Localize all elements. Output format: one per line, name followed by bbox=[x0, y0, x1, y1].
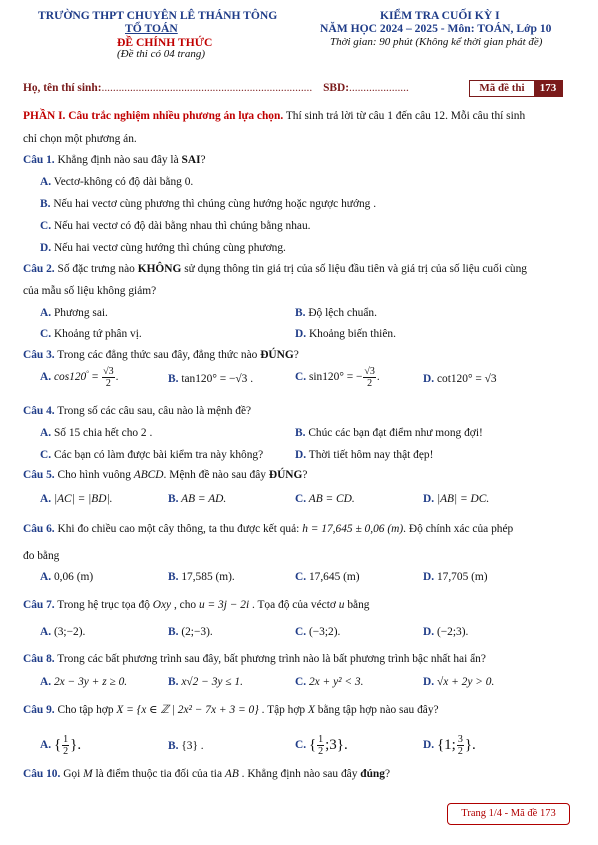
question-text: Trong hệ trục tọa độ bbox=[54, 599, 153, 611]
numerator: √3 bbox=[364, 366, 375, 377]
numerator: 3 bbox=[457, 734, 463, 745]
fraction bbox=[363, 366, 376, 389]
year-subject: NĂM HỌC 2024 – 2025 - Môn: TOÁN, Lớp 10 bbox=[320, 22, 552, 35]
question-text: Khi đo chiều cao một cây thông, ta thu được kết quả: bbox=[54, 523, 303, 535]
option-label: C. bbox=[40, 220, 52, 232]
part1-text: Thí sinh trả lời từ câu 1 đến câu 12. Mỗi câu thí sinh bbox=[283, 110, 526, 122]
option-text: Phương sai. bbox=[53, 307, 108, 319]
official-label: ĐỀ CHÍNH THỨC bbox=[117, 36, 213, 49]
option-a[interactable] bbox=[40, 307, 108, 319]
option-d[interactable] bbox=[423, 734, 476, 757]
brace: { bbox=[53, 737, 62, 753]
question-emphasis: ĐÚNG bbox=[268, 469, 303, 481]
question-math: ABCD bbox=[133, 469, 164, 481]
question-2 bbox=[23, 263, 527, 275]
question-text: Trong số các câu sau, câu nào là mệnh đề? bbox=[54, 405, 252, 417]
question-text: . Tọa độ của véctơ bbox=[249, 599, 339, 611]
option-label: A. bbox=[40, 427, 52, 439]
option-text: . bbox=[115, 371, 119, 384]
option-b[interactable] bbox=[168, 493, 226, 505]
option-b[interactable] bbox=[168, 626, 213, 638]
question-number: Câu 3. bbox=[23, 349, 55, 361]
option-text: Các bạn có làm được bài kiểm tra này không? bbox=[53, 449, 264, 461]
question-text: . Khẳng định nào sau đây bbox=[238, 768, 361, 780]
question-2-cont: của mẫu số liệu không giảm? bbox=[23, 285, 157, 297]
question-text: Trong các đẳng thức sau đây, đẳng thức nào bbox=[54, 349, 261, 361]
question-math: M bbox=[83, 768, 93, 780]
option-b[interactable] bbox=[168, 740, 204, 752]
option-d[interactable] bbox=[40, 242, 286, 254]
option-text: (−2;3). bbox=[436, 626, 469, 638]
option-b[interactable] bbox=[168, 676, 243, 688]
option-label: A. bbox=[40, 493, 52, 505]
option-text: Số 15 chia hết cho 2 . bbox=[53, 427, 153, 439]
option-text: {3} . bbox=[181, 740, 204, 752]
option-text: AB = CD. bbox=[308, 493, 355, 505]
option-c[interactable] bbox=[40, 449, 263, 461]
question-number: Câu 5. bbox=[23, 469, 55, 481]
option-label: D. bbox=[295, 449, 307, 461]
option-text: Nếu hai vectơ cùng hướng thì chúng cùng phương. bbox=[53, 242, 286, 254]
option-text: Nếu hai vectơ cùng phương thì chúng cùng hướng hoặc ngược hướng . bbox=[53, 198, 377, 210]
option-a[interactable] bbox=[40, 493, 112, 505]
question-text: Khẳng định nào sau đây là bbox=[54, 154, 182, 166]
option-d[interactable] bbox=[295, 449, 433, 461]
option-text: 17,645 (m) bbox=[308, 571, 360, 583]
option-text: 2x + y² < 3. bbox=[308, 676, 364, 688]
exam-title: KIỂM TRA CUỐI KỲ I bbox=[380, 9, 500, 22]
question-3 bbox=[23, 349, 299, 361]
option-label: A. bbox=[40, 571, 52, 583]
question-text: là điểm thuộc tia đối của tia bbox=[92, 768, 225, 780]
option-a[interactable] bbox=[40, 626, 85, 638]
question-math: X = {x ∈ ℤ | 2x² − 7x + 3 = 0} bbox=[116, 704, 259, 716]
question-math: Oxy bbox=[152, 599, 172, 611]
question-number: Câu 8. bbox=[23, 653, 55, 665]
fraction bbox=[317, 734, 324, 757]
option-c[interactable] bbox=[295, 571, 360, 583]
fraction bbox=[102, 366, 115, 389]
option-label: C. bbox=[295, 676, 307, 688]
exam-time: Thời gian: 90 phút (Không kể thời gian phát đề) bbox=[330, 36, 543, 48]
page-count: (Đề thi có 04 trang) bbox=[117, 48, 205, 60]
option-text: Khoảng tứ phân vị. bbox=[53, 328, 142, 340]
exam-code-box bbox=[469, 80, 563, 97]
option-text: (2;−3). bbox=[181, 626, 213, 638]
denominator: 2 bbox=[457, 746, 463, 757]
sbd-dots: ..................... bbox=[349, 82, 409, 94]
brace: }. bbox=[70, 737, 82, 753]
question-10 bbox=[23, 768, 390, 780]
option-label: B. bbox=[168, 373, 179, 385]
option-text: 17,585 (m). bbox=[181, 571, 235, 583]
question-number: Câu 10. bbox=[23, 768, 61, 780]
option-label: B. bbox=[168, 676, 179, 688]
option-label: D. bbox=[423, 676, 435, 688]
page-footer: Trang 1/4 - Mã đề 173 bbox=[447, 803, 570, 825]
option-label: D. bbox=[40, 242, 52, 254]
option-label: B. bbox=[168, 740, 179, 752]
option-label: B. bbox=[40, 198, 51, 210]
option-label: D. bbox=[423, 626, 435, 638]
option-label: B. bbox=[168, 571, 179, 583]
option-b[interactable] bbox=[168, 373, 253, 385]
option-label: A. bbox=[40, 626, 52, 638]
option-c[interactable] bbox=[295, 734, 348, 757]
denominator: 2 bbox=[367, 378, 373, 389]
question-math: AB bbox=[224, 768, 239, 780]
option-a[interactable] bbox=[40, 176, 193, 188]
question-number: Câu 4. bbox=[23, 405, 55, 417]
question-end: ? bbox=[384, 768, 391, 780]
option-text: Nếu hai vectơ có độ dài bằng nhau thì chúng bằng nhau. bbox=[53, 220, 311, 232]
fraction bbox=[457, 734, 464, 757]
option-label: D. bbox=[423, 493, 435, 505]
question-text: . Tập hợp bbox=[258, 704, 308, 716]
name-dots: .......................................................................... bbox=[101, 82, 313, 94]
question-math: X bbox=[307, 704, 315, 716]
option-a[interactable]: A. cos120° = $\frac{√3}{2}$ . bbox=[40, 366, 119, 389]
option-text: Khoảng biến thiên. bbox=[308, 328, 396, 340]
option-label: C. bbox=[40, 449, 52, 461]
option-c[interactable] bbox=[40, 328, 142, 340]
option-d[interactable] bbox=[423, 373, 497, 385]
question-text: Gọi bbox=[60, 768, 84, 780]
question-end: ? bbox=[200, 154, 206, 166]
numerator: 1 bbox=[63, 734, 69, 745]
fraction bbox=[62, 734, 69, 757]
candidate-row bbox=[23, 82, 409, 94]
question-number: Câu 2. bbox=[23, 263, 55, 275]
option-c[interactable] bbox=[40, 220, 310, 232]
question-emphasis: KHÔNG bbox=[137, 263, 182, 275]
brace: { bbox=[308, 737, 317, 753]
question-math: h = 17,645 ± 0,06 (m) bbox=[302, 523, 404, 535]
name-label: Họ, tên thí sinh: bbox=[23, 82, 102, 94]
option-text: Độ lệch chuẩn. bbox=[308, 307, 377, 319]
question-number: Câu 1. bbox=[23, 154, 55, 166]
option-label: D. bbox=[423, 739, 435, 752]
option-text: cot120° = √3 bbox=[436, 373, 497, 385]
question-text: , cho bbox=[171, 599, 199, 611]
option-label: C. bbox=[295, 571, 307, 583]
option-c[interactable] bbox=[295, 366, 380, 389]
option-label: C. bbox=[295, 493, 307, 505]
option-a[interactable] bbox=[40, 427, 152, 439]
denominator: 2 bbox=[318, 746, 324, 757]
option-text: tan120° = −√3 . bbox=[181, 373, 254, 385]
part1-text-cont: chỉ chọn một phương án. bbox=[23, 133, 137, 145]
question-text: Cho tập hợp bbox=[54, 704, 117, 716]
option-text: |AB| = DC. bbox=[436, 493, 490, 505]
option-text: AB = AD. bbox=[181, 493, 227, 505]
denominator: 2 bbox=[105, 378, 111, 389]
option-label: A. bbox=[40, 307, 52, 319]
option-text: 17,705 (m) bbox=[436, 571, 488, 583]
option-a[interactable] bbox=[40, 571, 93, 583]
option-label: D. bbox=[423, 571, 435, 583]
option-text: 2x − 3y + z ≥ 0. bbox=[53, 676, 128, 688]
option-b[interactable] bbox=[40, 198, 376, 210]
exam-code-value: 173 bbox=[534, 81, 562, 96]
option-text: = bbox=[89, 371, 102, 384]
brace: ;3}. bbox=[325, 737, 348, 753]
question-emphasis: ĐÚNG bbox=[260, 349, 294, 361]
option-text: √x + 2y > 0. bbox=[436, 676, 495, 688]
option-b[interactable] bbox=[168, 571, 235, 583]
option-c[interactable] bbox=[295, 676, 363, 688]
question-number: Câu 9. bbox=[23, 704, 55, 716]
option-label: D. bbox=[295, 328, 307, 340]
option-label: C. bbox=[295, 371, 307, 384]
option-label: A. bbox=[40, 176, 52, 188]
option-label: A. bbox=[40, 739, 52, 752]
option-b[interactable] bbox=[295, 307, 377, 319]
option-text: Thời tiết hôm nay thật đẹp! bbox=[308, 449, 434, 461]
option-text: cos120 bbox=[53, 371, 87, 384]
question-8 bbox=[23, 653, 486, 665]
question-number: Câu 6. bbox=[23, 523, 55, 535]
question-number: Câu 7. bbox=[23, 599, 55, 611]
option-label: A. bbox=[40, 676, 52, 688]
option-label: B. bbox=[295, 427, 306, 439]
sbd-label: SBD: bbox=[323, 82, 350, 94]
option-b[interactable] bbox=[295, 427, 483, 439]
option-d[interactable] bbox=[295, 328, 396, 340]
question-text: Trong các bất phương trình sau đây, bất phương trình nào là bất phương trình bậc nhất hai ẩn? bbox=[54, 653, 486, 665]
option-c[interactable] bbox=[295, 493, 355, 505]
option-label: A. bbox=[40, 371, 52, 384]
question-end: ? bbox=[293, 349, 299, 361]
option-d[interactable] bbox=[423, 493, 489, 505]
option-text: sin120° = − bbox=[308, 371, 363, 384]
numerator: 1 bbox=[318, 734, 324, 745]
exam-code-label: Mã đề thi bbox=[479, 82, 525, 94]
option-d[interactable] bbox=[423, 626, 468, 638]
question-text: Số đặc trưng nào bbox=[54, 263, 138, 275]
school-name: TRƯỜNG THPT CHUYÊN LÊ THÁNH TÔNG bbox=[38, 9, 278, 22]
option-label: C. bbox=[295, 626, 307, 638]
option-label: C. bbox=[40, 328, 52, 340]
question-emphasis: đúng bbox=[360, 768, 385, 780]
part1-title: PHẦN I. Câu trắc nghiệm nhiều phương án lựa chọn. bbox=[23, 110, 284, 122]
question-6-cont: đo bằng bbox=[23, 550, 60, 562]
option-d[interactable] bbox=[423, 571, 488, 583]
option-text: x√2 − 3y ≤ 1. bbox=[181, 676, 243, 688]
question-5 bbox=[23, 469, 307, 481]
question-emphasis: SAI bbox=[181, 154, 201, 166]
part1-intro bbox=[23, 110, 525, 122]
question-text: . Mệnh đề nào sau đây bbox=[163, 469, 269, 481]
brace: }. bbox=[464, 737, 476, 753]
option-c[interactable] bbox=[295, 626, 340, 638]
question-text: bằng bbox=[344, 599, 370, 611]
question-text: . Độ chính xác của phép bbox=[403, 523, 514, 535]
option-label: B. bbox=[168, 626, 179, 638]
question-text: bằng tập hợp nào sau đây? bbox=[314, 704, 439, 716]
question-6 bbox=[23, 523, 513, 535]
option-text: . bbox=[376, 371, 380, 384]
department: TỔ TOÁN bbox=[125, 22, 178, 35]
question-text: sử dụng thông tin giá trị của số liệu đầu tiên và giá trị của số liệu cuối cùng bbox=[181, 263, 527, 275]
option-label: B. bbox=[168, 493, 179, 505]
question-7 bbox=[23, 599, 369, 611]
option-text: (3;−2). bbox=[53, 626, 86, 638]
question-9 bbox=[23, 702, 439, 716]
question-math: u bbox=[338, 599, 345, 611]
numerator: √3 bbox=[103, 366, 114, 377]
option-text: |AC| = |BD|. bbox=[53, 493, 113, 505]
option-a[interactable] bbox=[40, 734, 81, 757]
option-text: 0,06 (m) bbox=[53, 571, 94, 583]
brace: {1; bbox=[436, 737, 456, 753]
question-1 bbox=[23, 154, 206, 166]
option-text: Chúc các bạn đạt điểm như mong đợi! bbox=[308, 427, 483, 439]
question-text: Cho hình vuông bbox=[54, 469, 134, 481]
question-end: ? bbox=[302, 469, 308, 481]
option-text: (−3;2). bbox=[308, 626, 341, 638]
option-text: Vectơ-không có độ dài bằng 0. bbox=[53, 176, 194, 188]
option-a[interactable] bbox=[40, 676, 127, 688]
option-label: D. bbox=[423, 373, 435, 385]
question-math: u = 3j − 2i bbox=[198, 599, 250, 611]
denominator: 2 bbox=[63, 746, 69, 757]
question-4 bbox=[23, 405, 251, 417]
option-label: C. bbox=[295, 739, 307, 752]
option-label: B. bbox=[295, 307, 306, 319]
option-d[interactable] bbox=[423, 676, 494, 688]
